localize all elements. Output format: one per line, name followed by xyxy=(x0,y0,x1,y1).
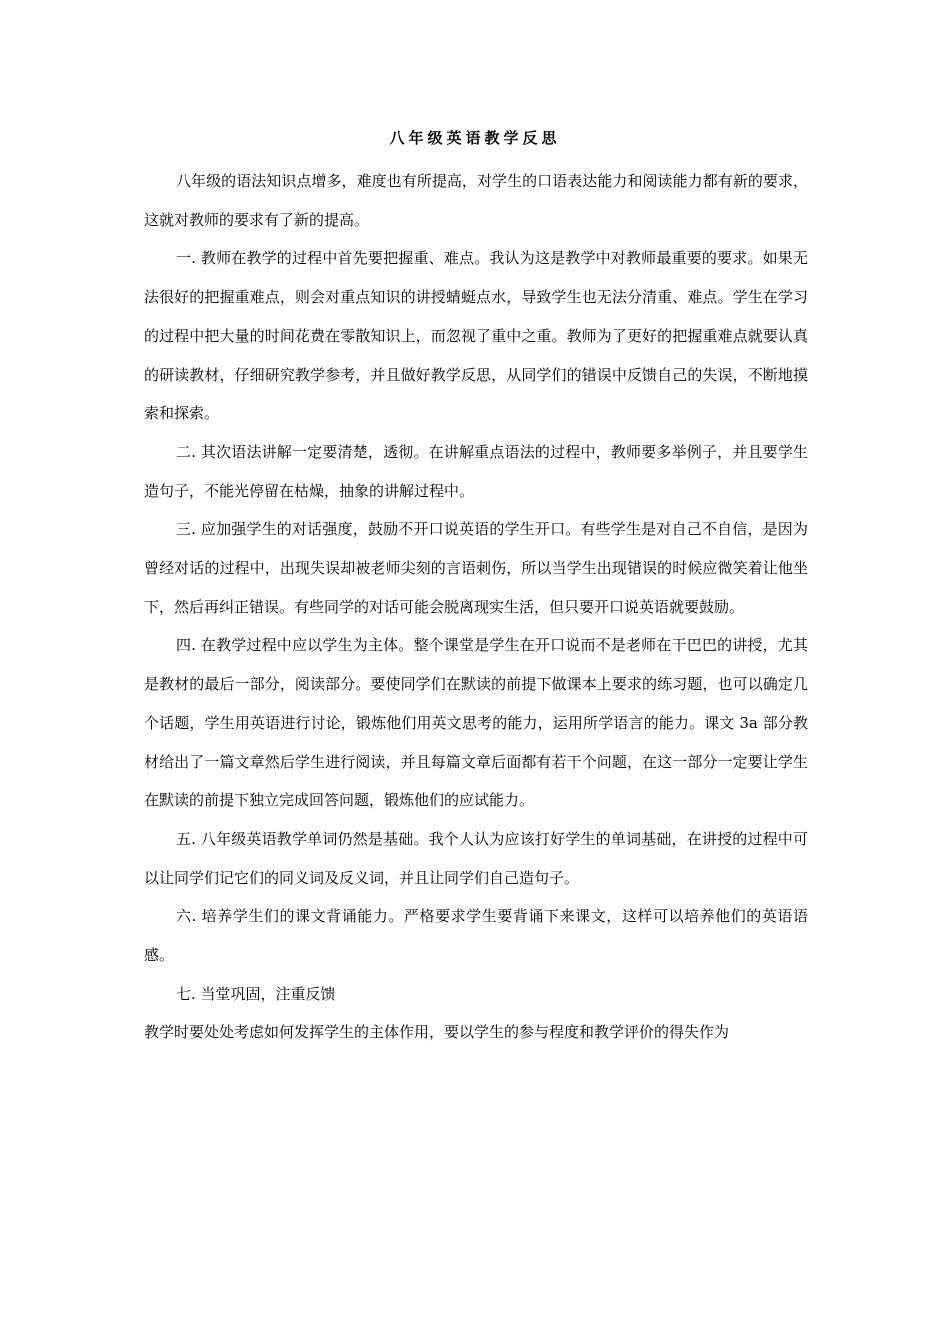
paragraph-point-3: 三. 应加强学生的对话强度，鼓励不开口说英语的学生开口。有些学生是对自己不自信，是因为曾经对话的过程中，出现失误却被老师尖刻的言语刺伤，所以当学生出现错误的时候应微笑着让他坐下，然后再纠正错误。有些同学的对话可能会脱离现实生活，但只要开口说英语就要鼓励。 xyxy=(144,520,808,616)
paragraph-closing: 教学时要处处考虑如何发挥学生的主体作用，要以学生的参与程度和教学评价的得失作为 xyxy=(144,1023,730,1042)
paragraph-point-2: 二. 其次语法讲解一定要清楚，透彻。在讲解重点语法的过程中，教师要多举例子，并且要学生造句子，不能光停留在枯燥，抽象的讲解过程中。 xyxy=(144,442,808,500)
paragraph-intro: 八年级的语法知识点增多，难度也有所提高，对学生的口语表达能力和阅读能力都有新的要求，这就对教师的要求有了新的提高。 xyxy=(144,172,808,229)
paragraph-point-6: 六. 培养学生们的课文背诵能力。严格要求学生要背诵下来课文，这样可以培养他们的英语语感。 xyxy=(144,907,808,965)
document-body xyxy=(144,162,808,1052)
paragraph-point-4: 四. 在教学过程中应以学生为主体。整个课堂是学生在开口说而不是老师在干巴巴的讲授，尤其是教材的最后一部分，阅读部分。要使同学们在默读的前提下做课本上要求的练习题，也可以确定几个话题，学生用英语进行讨论，锻炼他们用英文思考的能力，运用所学语言的能力。课文 3a 部分教材给出了一篇文章然后学生进行阅读，并且每篇文章后面都有若干个问题，在这一部分一定要让学生在默读的前提下独立完成回答问题，锻炼他们的应试能力。 xyxy=(144,636,808,810)
paragraph-point-5: 五. 八年级英语教学单词仍然是基础。我个人认为应该打好学生的单词基础，在讲授的过程中可以让同学们记它们的同义词及反义词，并且让同学们自己造句子。 xyxy=(144,829,808,887)
document-title: 八年级英语教学反思 xyxy=(389,129,561,147)
paragraph-point-7: 七. 当堂巩固，注重反馈 xyxy=(176,984,336,1003)
paragraph-point-1: 一. 教师在教学的过程中首先要把握重、难点。我认为这是教学中对教师最重要的要求。如果无法很好的把握重难点，则会对重点知识的讲授蜻蜓点水，导致学生也无法分清重、难点。学生在学习的过程中把大量的时间花费在零散知识上，而忽视了重中之重。教师为了更好的把握重难点就要认真的研读教材，仔细研究教学参考，并且做好教学反思，从同学们的错误中反馈自己的失误，不断地摸索和探索。 xyxy=(144,249,808,423)
